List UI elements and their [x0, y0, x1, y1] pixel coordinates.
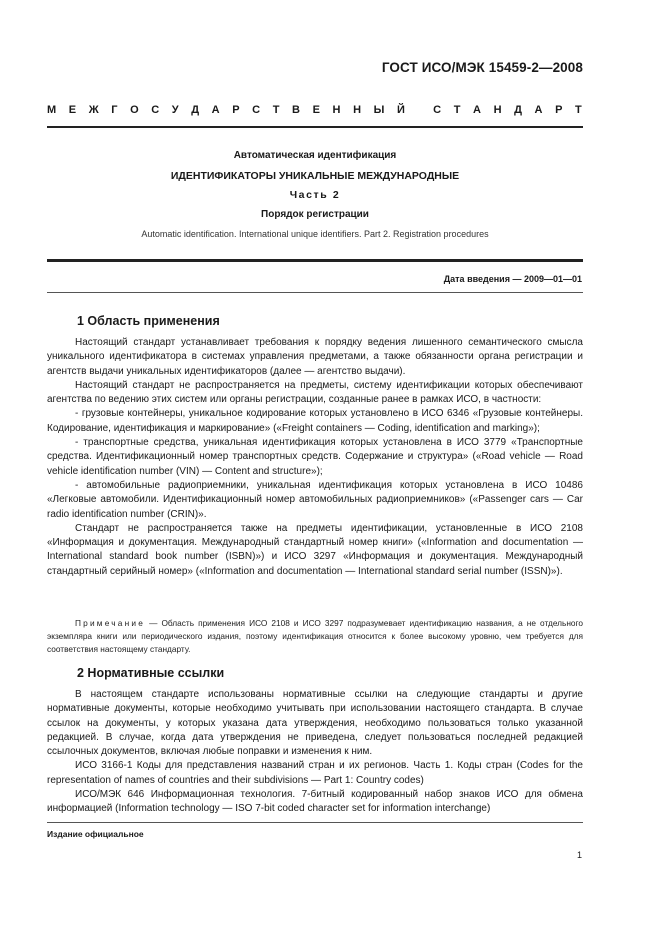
banner-letter: Д: [514, 104, 522, 116]
banner-letter: С: [252, 104, 261, 116]
banner-letter: С: [433, 104, 442, 116]
banner-letter: Н: [353, 104, 362, 116]
banner-letter: Н: [493, 104, 502, 116]
note-label: Примечание: [75, 618, 146, 628]
banner-letter: Т: [453, 104, 461, 116]
banner-letter: Т: [272, 104, 280, 116]
banner-letter: Р: [555, 104, 563, 116]
paragraph: Стандарт не распространяется также на предметы идентификации, установленные в ИСО 2108 «Информация и документация. Международный стандартный номер книги» («Information and documentation — International standard book number (ISBN)») и ИСО 3297 «Информация и документация. Международный стандартный серийный номер» («Information and documentation — International standard serial number (ISSN)»).: [47, 522, 583, 577]
section1-body: [47, 336, 583, 579]
banner-letter: Ы: [373, 104, 385, 116]
paragraph: Настоящий стандарт не распространяется на предметы, систему идентификации которых обеспечивают агентства по ведению этих систем или органы регистрации, созданные ранее в рамках ИСО, в частности:: [47, 379, 583, 406]
title-english: Automatic identification. International unique identifiers. Part 2. Registration procedures: [141, 229, 489, 239]
banner-letter: Г: [111, 104, 118, 116]
divider: [47, 126, 583, 128]
reference-item: ИСО/МЭК 646 Информационная технология. 7-битный кодированный набор знаков ИСО для обмена информацией (Information technology — ISO 7-bit coded character set for information interchange): [47, 789, 583, 815]
divider-thick: [47, 259, 583, 262]
banner-letter: [417, 104, 420, 116]
banner-letter: У: [171, 104, 179, 116]
banner-letter: А: [211, 104, 220, 116]
introduction-date: Дата введения — 2009—01—01: [443, 274, 582, 284]
title-line1: Автоматическая идентификация: [233, 150, 397, 161]
footer-divider: [47, 822, 583, 823]
page-number: 1: [576, 850, 582, 860]
title-subtitle: Порядок регистрации: [261, 209, 369, 220]
section1-heading: 1 Область применения: [77, 314, 220, 328]
list-item: - грузовые контейнеры, уникальное кодирование которых установлено в ИСО 6346 «Грузовые контейнеры. Кодирование, идентификация и маркирование» («Freight containers — Coding, identification and marking»);: [47, 408, 583, 434]
banner-letter: В: [292, 104, 300, 116]
title-part: Часть 2: [289, 189, 341, 201]
banner-letter: Д: [191, 104, 200, 116]
reference-item: ИСО 3166-1 Коды для представления названий стран и их регионов. Часть 1. Коды стран (Codes for the representation of names of countries and their subdivisions — Part 1: Country codes): [47, 760, 583, 786]
note-text: — Область применения ИСО 2108 и ИСО 3297 подразумевает идентификацию названия, а не отдельного экземпляра книги или периодического издания, поэтому идентификация относится к более высокому уровню, чем требуется для соответствия настоящему стандарту.: [47, 618, 583, 654]
list-item: - автомобильные радиоприемники, уникальная идентификация которых установлена в ИСО 10486 «Легковые автомобили. Идентификационный номер автомобильных радиоприемников» («Passenger cars — Car radio identification number (CRIN)».: [47, 479, 583, 520]
banner-letter: С: [151, 104, 160, 116]
banner-letter: О: [130, 104, 139, 116]
banner-letter: Е: [68, 104, 77, 116]
banner-letter: Й: [396, 104, 405, 116]
banner-letter: Е: [312, 104, 320, 116]
list-item: - транспортные средства, уникальная идентификация которых установлена в ИСО 3779 «Транспортные средства. Идентификационный номер транспортных средств. Содержание и структура» («Road vehicle — Road vehicle identification number (VIN) — Content and structure»);: [47, 437, 583, 477]
section2-heading: 2 Нормативные ссылки: [77, 666, 225, 680]
banner-letter: Т: [575, 104, 582, 116]
standard-id: ГОСТ ИСО/МЭК 15459-2—2008: [381, 60, 583, 75]
paragraph: Настоящий стандарт устанавливает требования к порядку ведения лишенного семантического смысла уникального идентификатора в системах управления предметами, а также обязанности органа регистрации и агентств выдачи уникальных идентификаторов (далее — агентство выдачи).: [47, 337, 583, 377]
divider: [47, 292, 583, 293]
banner-letter: М: [47, 104, 57, 116]
interstate-standard-banner: [47, 104, 582, 116]
banner-letter: Ж: [88, 104, 99, 116]
section2-body: [47, 688, 583, 817]
title-main: ИДЕНТИФИКАТОРЫ УНИКАЛЬНЫЕ МЕЖДУНАРОДНЫЕ: [170, 170, 460, 182]
banner-letter: А: [473, 104, 481, 116]
banner-letter: Р: [232, 104, 240, 116]
banner-letter: А: [534, 104, 543, 116]
paragraph: В настоящем стандарте использованы нормативные ссылки на следующие стандарты и другие нормативные документы, которые необходимо учитывать при использовании настоящего стандарта. В случае ссылок на документы, у которых указана дата утверждения, необходимо пользоваться только указанной редакцией. В случае, когда дата утверждения не приведена, следует пользоваться последней редакцией ссылочных документов, включая любые поправки и изменения к ним.: [47, 689, 583, 758]
note: [47, 617, 583, 656]
banner-letter: Н: [332, 104, 341, 116]
edition-label: Издание официальное: [47, 829, 144, 839]
